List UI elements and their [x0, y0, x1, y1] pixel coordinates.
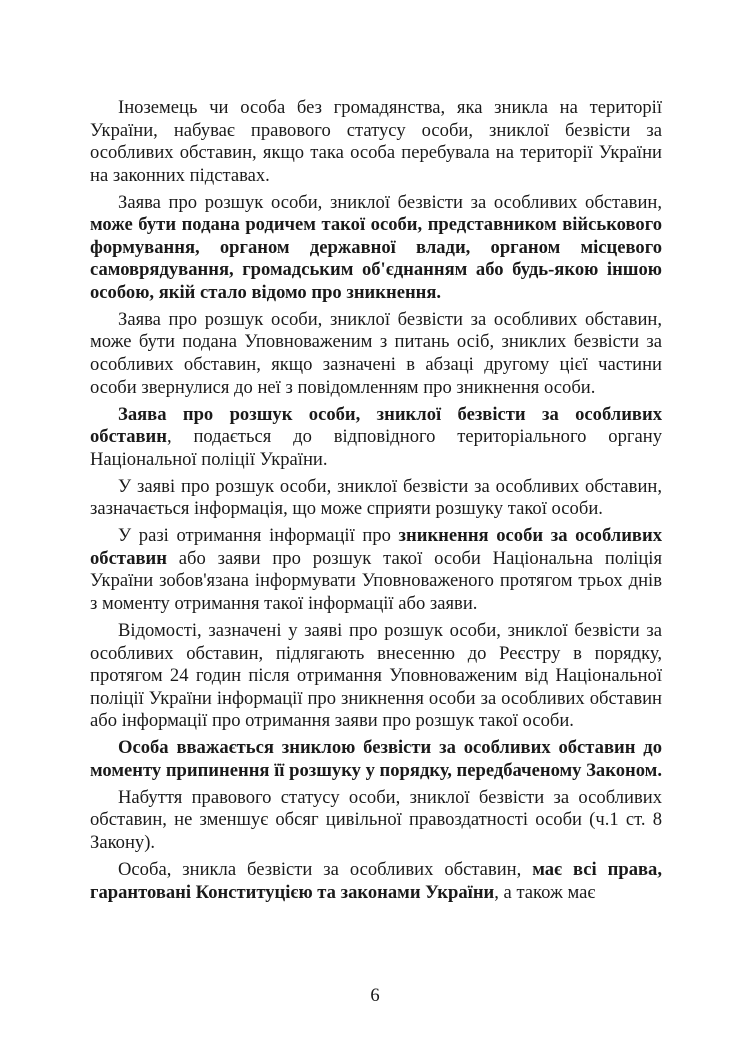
bold-text-run: може бути подана родичем такої особи, представником військового формування, органом державної влади, органом місцевого самоврядування, громадським об'єднанням або будь-якою іншою особою, якій стало відомо про зникнення. — [90, 214, 662, 303]
text-run: Заява про розшук особи, зниклої безвісти за особливих обставин, — [118, 191, 662, 213]
paragraph — [90, 737, 662, 782]
paragraph — [90, 404, 662, 472]
text-run: Набуття правового статусу особи, зниклої безвісти за особливих обставин, не зменшує обсяг цивільної правоздатності особи (ч.1 ст. 8 Закону). — [90, 786, 662, 853]
paragraph — [90, 309, 662, 399]
text-run: , подається до відповідного територіального органу Національної поліції України. — [90, 426, 662, 470]
text-run: або заяви про розшук такої особи Національна поліція України зобов'язана інформувати Уповноваженого протягом трьох днів з моменту отримання такої інформації або заяви. — [90, 547, 662, 614]
text-run: У разі отримання інформації про — [118, 525, 399, 547]
bold-text-run: має всі права, гарантовані Конституцією та законами України — [90, 859, 662, 903]
paragraph — [90, 787, 662, 855]
paragraph — [90, 192, 662, 305]
bold-text-run: Особа вважається зниклою безвісти за особливих обставин до моменту припинення її розшуку у порядку, передбаченому Законом. — [90, 737, 662, 781]
bold-text-run: зникнення особи за особливих обставин — [90, 525, 662, 569]
document-body — [90, 97, 662, 909]
paragraph — [90, 525, 662, 615]
paragraph — [90, 620, 662, 733]
paragraph — [90, 476, 662, 521]
text-run: Іноземець чи особа без громадянства, яка зникла на території України, набуває правового статусу особи, зниклої безвісти за особливих обставин, якщо така особа перебувала на території України на законних підставах. — [90, 97, 662, 186]
bold-text-run: Заява про розшук особи, зниклої безвісти за особливих обставин — [90, 403, 662, 448]
paragraph — [90, 97, 662, 187]
text-run: , а також має — [494, 881, 596, 903]
page-number: 6 — [370, 985, 380, 1006]
text-run: Відомості, зазначені у заяві про розшук особи, зниклої безвісти за особливих обставин, підлягають внесенню до Реєстру в порядку, протягом 24 годин після отримання Уповноваженим від Національної поліції України інформації про зникнення особи за особливих обставин або інформації про отримання заяви про розшук такої особи. — [90, 620, 662, 732]
paragraph — [90, 859, 662, 904]
text-run: У заяві про розшук особи, зниклої безвісти за особливих обставин, зазначається інформація, що може сприяти розшуку такої особи. — [90, 475, 662, 520]
text-run: Заява про розшук особи, зниклої безвісти за особливих обставин, може бути подана Уповноваженим з питань осіб, зниклих безвісти за особливих обставин, якщо зазначені в абзаці другому цієї частини особи звернулися до неї з повідомленням про зникнення особи. — [90, 308, 662, 398]
text-run: Особа, зникла безвісти за особливих обставин, — [118, 859, 533, 880]
